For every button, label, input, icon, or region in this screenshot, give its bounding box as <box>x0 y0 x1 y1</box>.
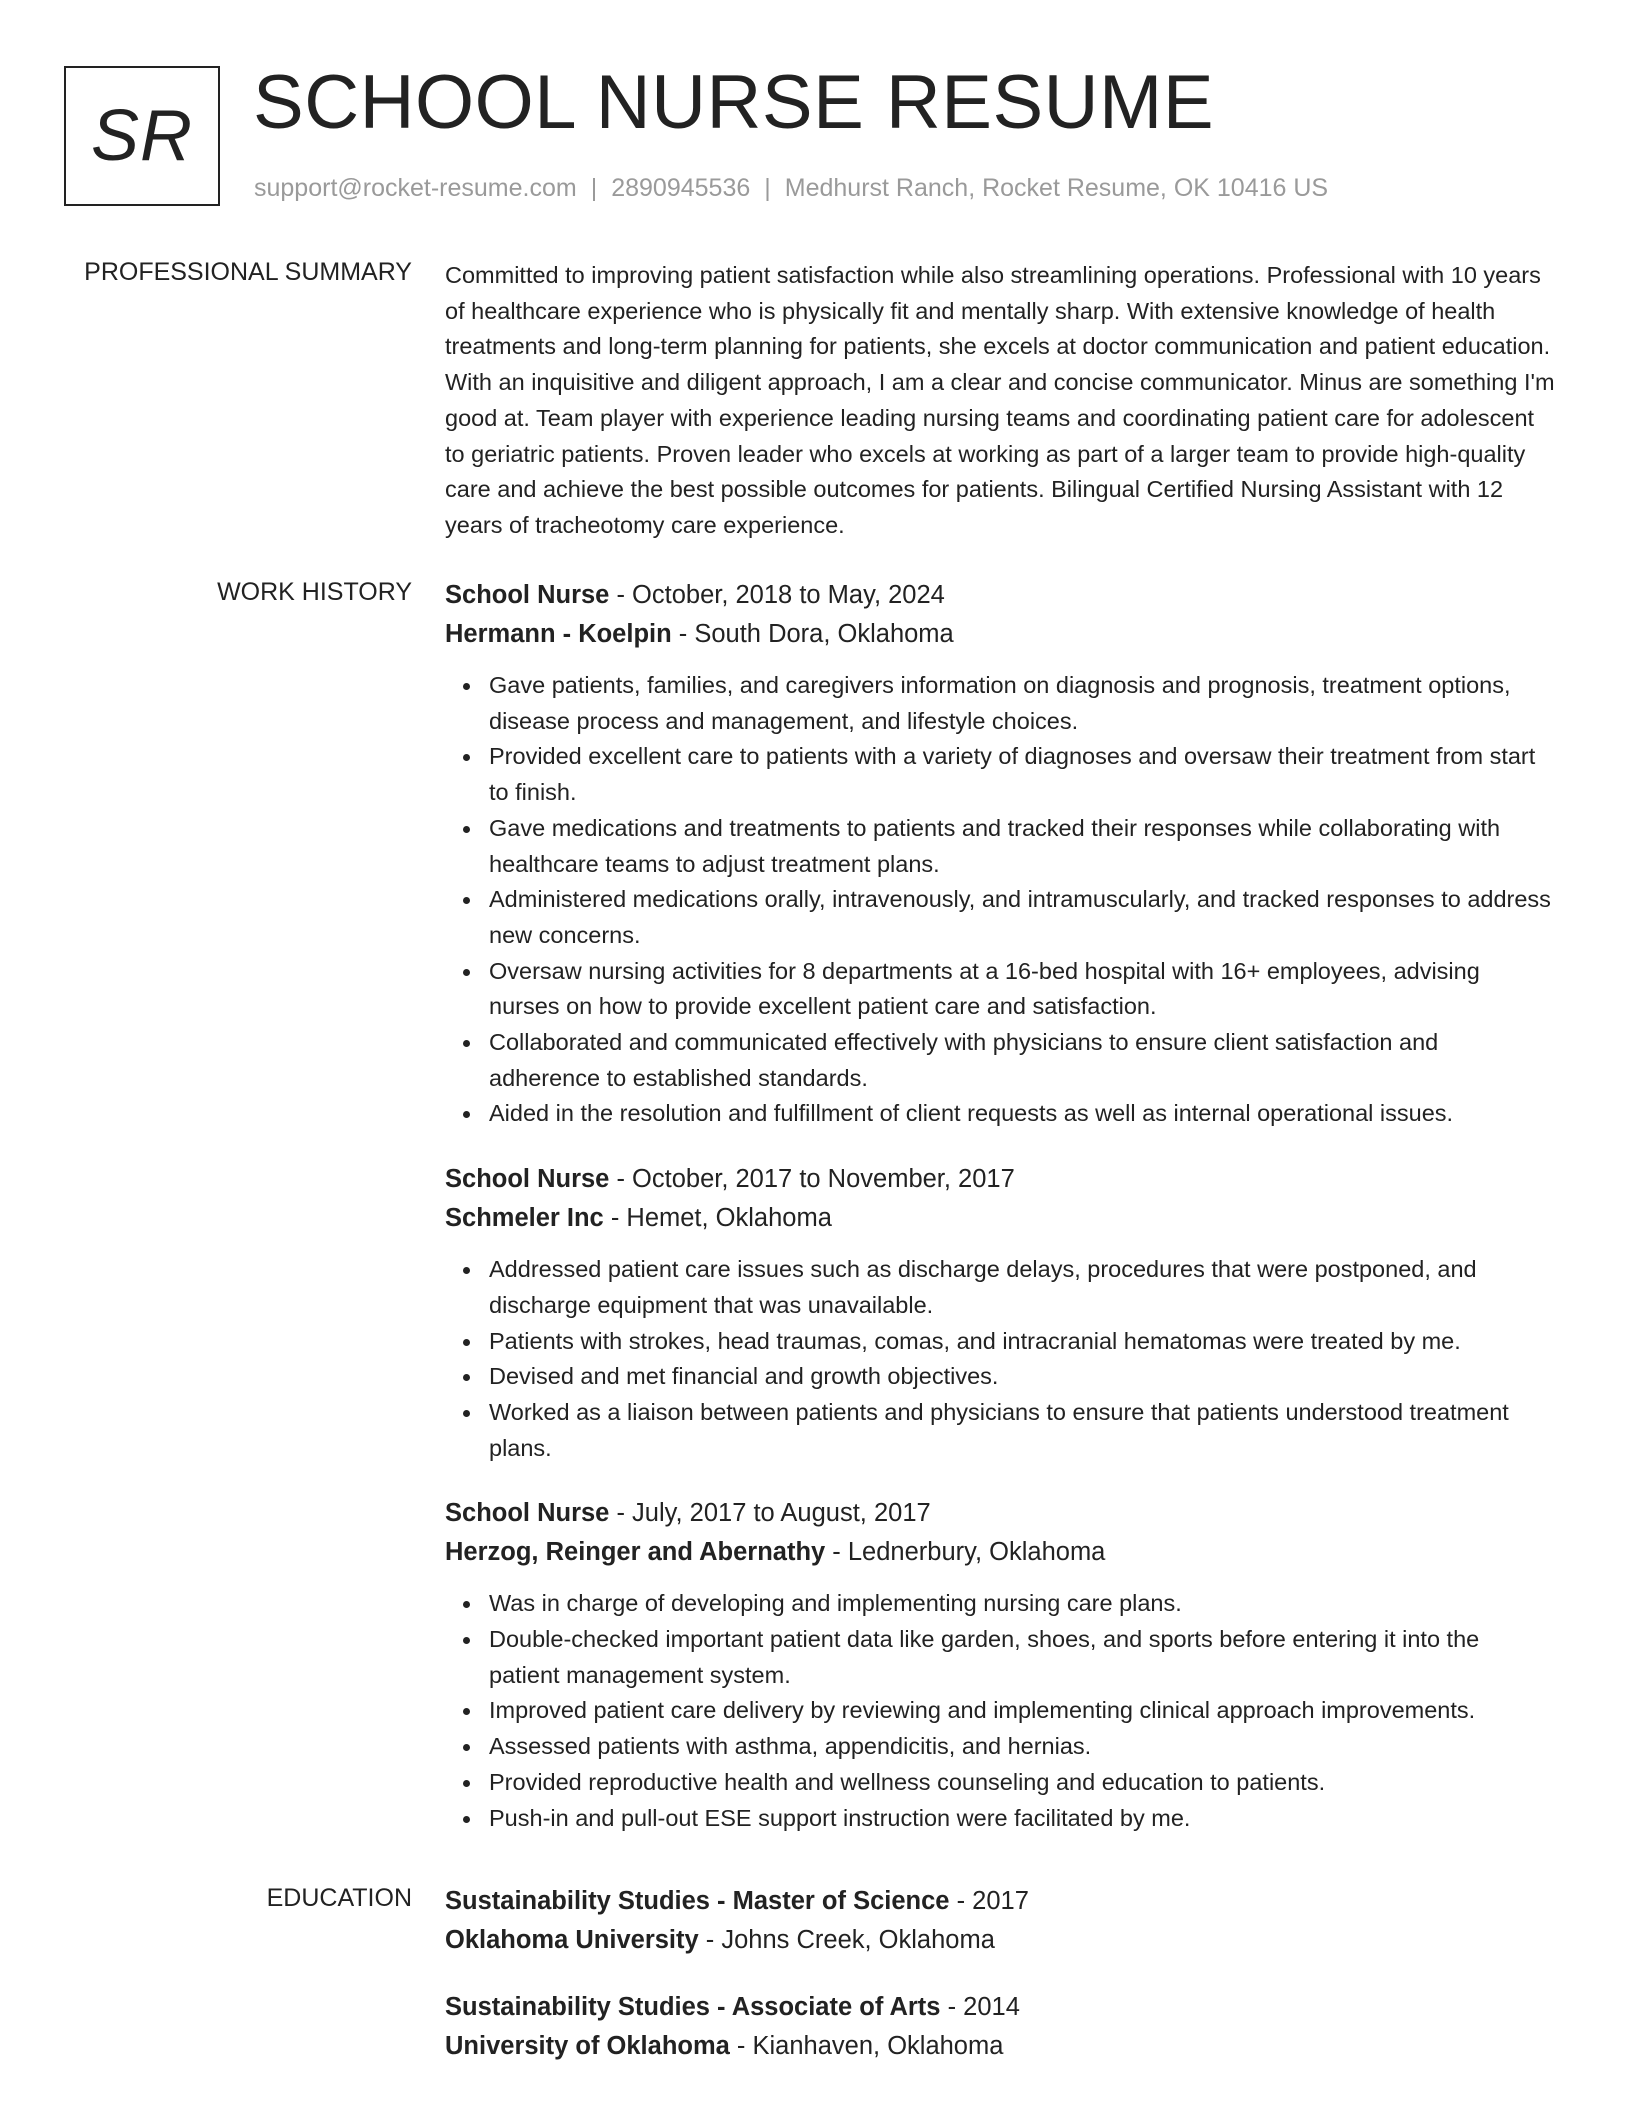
job-company: Herzog, Reinger and Abernathy <box>445 1538 826 1567</box>
contact-separator: | <box>764 174 771 202</box>
school-location: - Kianhaven, Oklahoma <box>729 2032 1004 2060</box>
monogram-initials: SR <box>90 96 194 176</box>
job-title-line <box>445 1160 1555 1199</box>
school-name: University of Oklahoma <box>445 2032 730 2060</box>
job-title-line <box>445 1494 1555 1533</box>
contact-phone: 2890945536 <box>611 174 751 202</box>
job-bullet: Push-in and pull-out ESE support instruction were facilitated by me. <box>489 1801 1555 1837</box>
job-company-line <box>445 615 1555 654</box>
job-dates: - October, 2017 to November, 2017 <box>609 1165 1015 1194</box>
job-company: Hermann - Koelpin <box>445 620 672 648</box>
job-bullets <box>445 668 1555 1132</box>
section-label-summary: PROFESSIONAL SUMMARY <box>84 258 412 286</box>
job-company-line <box>445 1533 1555 1572</box>
job-bullet: Gave medications and treatments to patients and tracked their responses while collaborating with healthcare teams to adjust treatment plans. <box>489 811 1555 882</box>
job-location: - South Dora, Oklahoma <box>671 620 954 648</box>
job-title: School Nurse <box>445 1165 610 1194</box>
education-entry <box>445 1882 1555 1960</box>
job-location: - Hemet, Oklahoma <box>603 1204 832 1233</box>
school-location: - Johns Creek, Oklahoma <box>698 1926 995 1954</box>
job-bullet: Worked as a liaison between patients and physicians to ensure that patients understood treatment plans. <box>489 1395 1555 1466</box>
job-dates: - July, 2017 to August, 2017 <box>609 1499 931 1528</box>
degree-year: - 2017 <box>949 1887 1029 1915</box>
section-label-work-history: WORK HISTORY <box>217 578 412 606</box>
job-title-line <box>445 576 1555 615</box>
job-bullet: Improved patient care delivery by reviewing and implementing clinical approach improvements. <box>489 1693 1555 1729</box>
job-bullet: Double-checked important patient data like garden, shoes, and sports before entering it into the patient management system. <box>489 1622 1555 1693</box>
monogram-box <box>64 66 220 206</box>
job-title: School Nurse <box>445 1499 610 1528</box>
degree-name: Sustainability Studies - Master of Science <box>445 1887 950 1915</box>
job-bullet: Devised and met financial and growth objectives. <box>489 1359 1555 1395</box>
contact-line <box>254 174 1328 203</box>
job-bullet: Aided in the resolution and fulfillment of client requests as well as internal operational issues. <box>489 1096 1555 1132</box>
section-label-education: EDUCATION <box>266 1884 412 1912</box>
job-dates: - October, 2018 to May, 2024 <box>609 581 945 609</box>
job-entry <box>445 1494 1555 1836</box>
job-bullet: Was in charge of developing and implementing nursing care plans. <box>489 1586 1555 1622</box>
job-company-line <box>445 1199 1555 1238</box>
job-bullet: Provided excellent care to patients with a variety of diagnoses and oversaw their treatment from start to finish. <box>489 739 1555 810</box>
degree-line <box>445 1882 1555 1921</box>
job-bullet: Administered medications orally, intravenously, and intramuscularly, and tracked responses to address new concerns. <box>489 882 1555 953</box>
job-bullet: Assessed patients with asthma, appendicitis, and hernias. <box>489 1729 1555 1765</box>
contact-address: Medhurst Ranch, Rocket Resume, OK 10416 US <box>784 174 1329 202</box>
job-bullet: Gave patients, families, and caregivers information on diagnosis and prognosis, treatment options, disease process and management, and lifestyle choices. <box>489 668 1555 739</box>
school-name: Oklahoma University <box>445 1926 699 1954</box>
job-bullets <box>445 1252 1555 1466</box>
job-bullet: Oversaw nursing activities for 8 departments at a 16-bed hospital with 16+ employees, advising nurses on how to provide excellent patient care and satisfaction. <box>489 954 1555 1025</box>
degree-name: Sustainability Studies - Associate of Arts <box>445 1993 941 2021</box>
job-bullets <box>445 1586 1555 1836</box>
job-entry <box>445 576 1555 1132</box>
job-bullet: Collaborated and communicated effectively with physicians to ensure client satisfaction and adherence to established standards. <box>489 1025 1555 1096</box>
school-line <box>445 1921 1555 1960</box>
summary-text: Committed to improving patient satisfaction while also streamlining operations. Professional with 10 years of healthcare experience who is physically fit and mentally sharp. With extensive knowledge of health treatments and long-term planning for patients, she excels at doctor communication and patient education. With an inquisitive and diligent approach, I am a clear and concise communicator. Minus are something I'm good at. Team player with experience leading nursing teams and coordinating patient care for adolescent to geriatric patients. Proven leader who excels at working as part of a larger team to provide high-quality care and achieve the best possible outcomes for patients. Bilingual Certified Nursing Assistant with 12 years of tracheotomy care experience. <box>445 262 1555 538</box>
job-bullet: Provided reproductive health and wellness counseling and education to patients. <box>489 1765 1555 1801</box>
contact-separator: | <box>590 174 598 202</box>
resume-title: SCHOOL NURSE RESUME <box>253 60 1215 145</box>
education-entry <box>445 1988 1555 2066</box>
contact-email: support@rocket-resume.com <box>254 174 577 202</box>
job-company: Schmeler Inc <box>445 1204 604 1233</box>
degree-year: - 2014 <box>940 1993 1020 2021</box>
degree-line <box>445 1988 1555 2027</box>
job-bullet: Patients with strokes, head traumas, comas, and intracranial hematomas were treated by me. <box>489 1324 1555 1360</box>
job-entry <box>445 1160 1555 1466</box>
job-title: School Nurse <box>445 581 610 609</box>
job-bullet: Addressed patient care issues such as discharge delays, procedures that were postponed, and discharge equipment that was unavailable. <box>489 1252 1555 1323</box>
job-location: - Lednerbury, Oklahoma <box>825 1538 1106 1567</box>
school-line <box>445 2027 1555 2066</box>
